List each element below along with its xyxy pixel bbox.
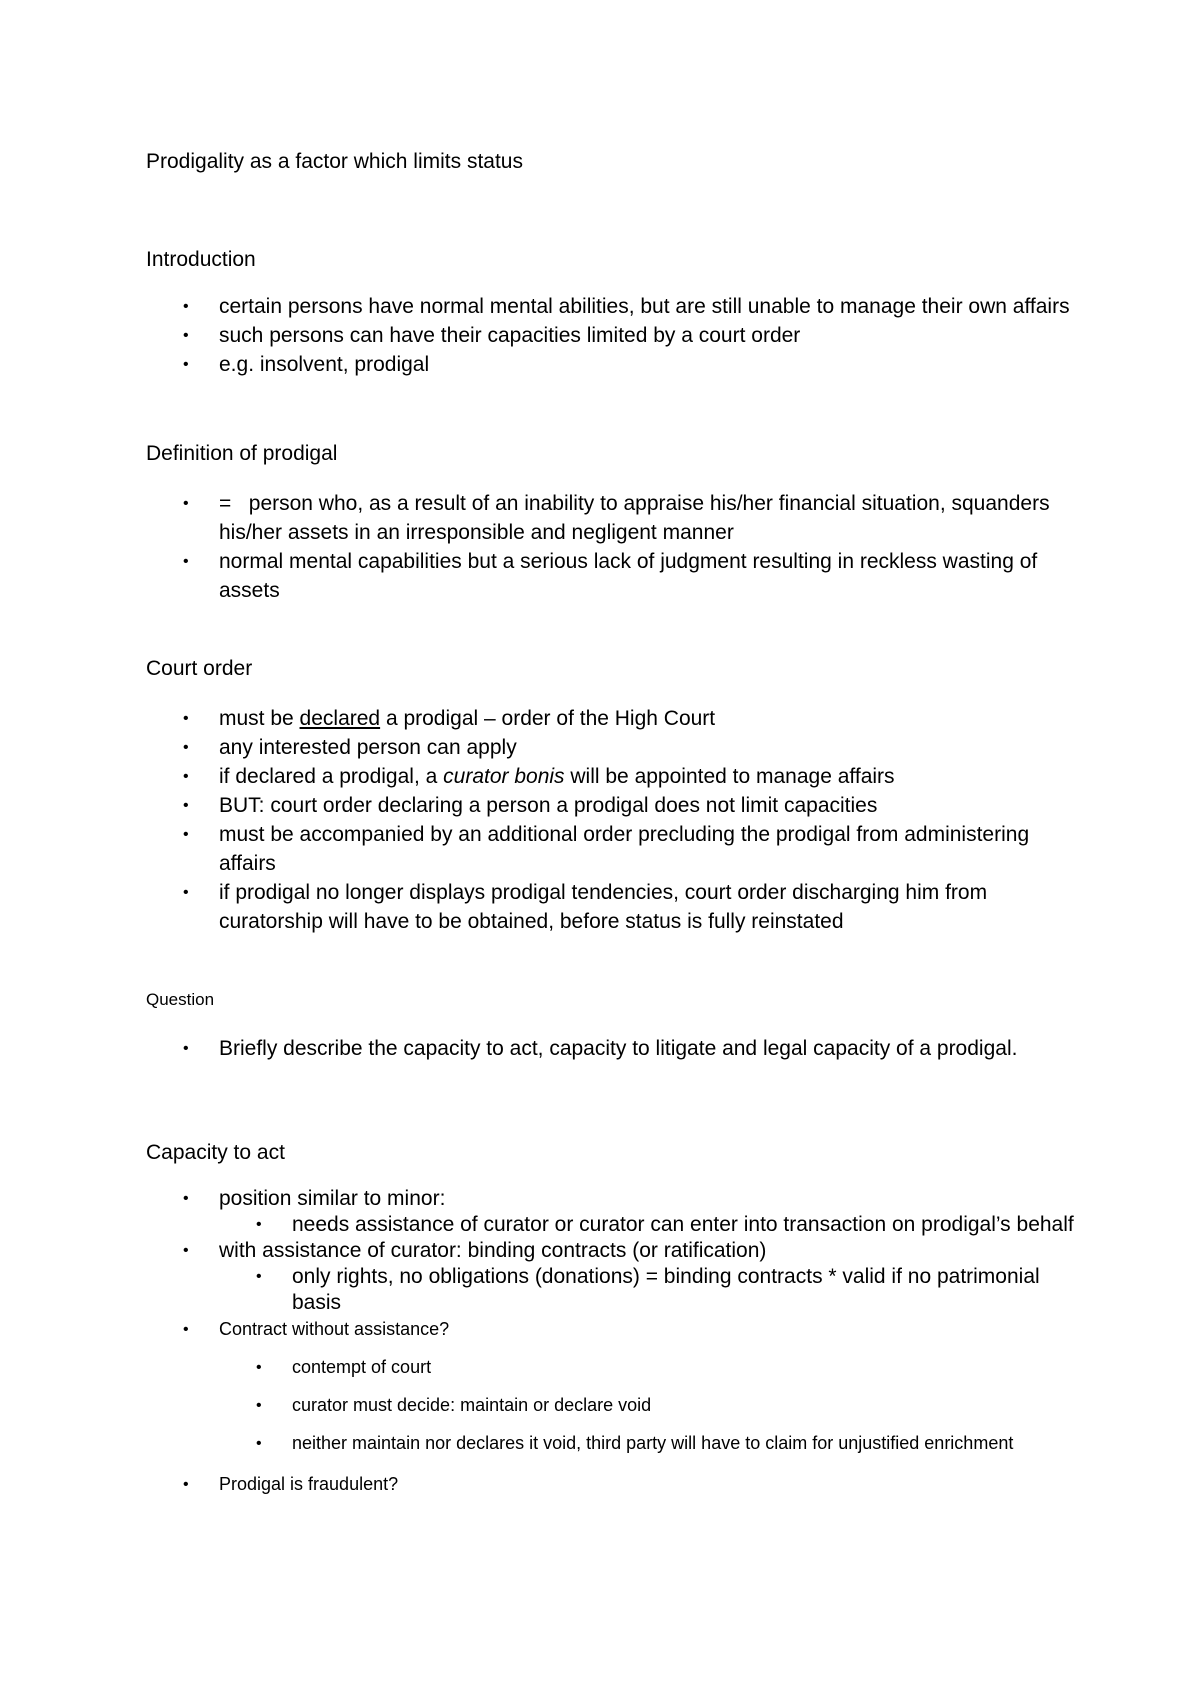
list-item: • only rights, no obligations (donations) = binding contracts * valid if no patrimonial basis [146, 1264, 1076, 1316]
list-item: • any interested person can apply [146, 733, 1076, 762]
list-item: • with assistance of curator: binding contracts (or ratification) [146, 1238, 1076, 1264]
list-item: • BUT: court order declaring a person a prodigal does not limit capacities [146, 791, 1076, 820]
list-item: • such persons can have their capacities limited by a court order [146, 321, 1076, 350]
definition-list [146, 489, 1076, 605]
list-item: • curator must decide: maintain or declare void [146, 1394, 1076, 1417]
list-item: • Contract without assistance? [146, 1318, 1076, 1341]
document-title: Prodigality as a factor which limits status [146, 150, 523, 173]
heading-court-order: Court order [146, 657, 253, 680]
list-item: • Prodigal is fraudulent? [146, 1473, 1076, 1496]
list-item: • must be accompanied by an additional order precluding the prodigal from administering affairs [146, 820, 1076, 878]
court-order-list [146, 704, 1076, 936]
list-item: • neither maintain nor declares it void, third party will have to claim for unjustified enrichment [146, 1432, 1076, 1455]
list-item: • contempt of court [146, 1356, 1076, 1379]
capacity-to-act-list [146, 1186, 1076, 1496]
list-item: • normal mental capabilities but a serious lack of judgment resulting in reckless wasting of assets [146, 547, 1076, 605]
introduction-list [146, 292, 1076, 379]
heading-introduction: Introduction [146, 248, 256, 271]
list-item: • = person who, as a result of an inability to appraise his/her financial situation, squanders his/her assets in an irresponsible and negligent manner [146, 489, 1076, 547]
heading-question: Question [146, 990, 215, 1009]
list-item: • position similar to minor: [146, 1186, 1076, 1212]
italic-term: curator bonis [443, 765, 565, 788]
question-list [146, 1034, 1076, 1063]
list-item: • needs assistance of curator or curator can enter into transaction on prodigal’s behalf [146, 1212, 1076, 1238]
heading-capacity-to-act: Capacity to act [146, 1141, 285, 1164]
list-item: • e.g. insolvent, prodigal [146, 350, 1076, 379]
list-item: • certain persons have normal mental abilities, but are still unable to manage their own affairs [146, 292, 1076, 321]
list-item: • Briefly describe the capacity to act, capacity to litigate and legal capacity of a prodigal. [146, 1034, 1076, 1063]
underlined-term: declared [299, 707, 381, 730]
list-item: • must be declared a prodigal – order of the High Court [146, 704, 1076, 733]
heading-definition: Definition of prodigal [146, 442, 338, 465]
list-item: • if prodigal no longer displays prodigal tendencies, court order discharging him from curatorship will have to be obtained, before status is fully reinstated [146, 878, 1076, 936]
list-item: • if declared a prodigal, a curator bonis will be appointed to manage affairs [146, 762, 1076, 791]
